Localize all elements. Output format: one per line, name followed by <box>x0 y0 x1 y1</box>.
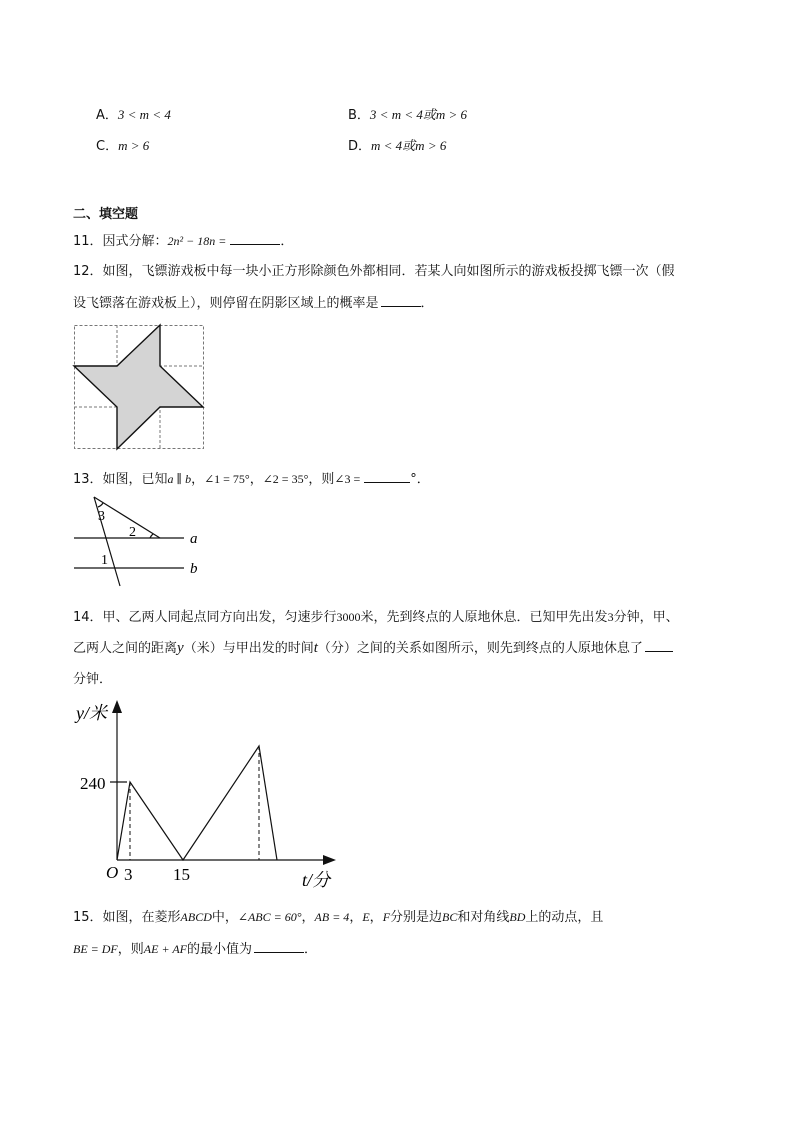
q11-prefix: 11．因式分解： <box>73 234 168 249</box>
q14-line-2 <box>73 637 673 657</box>
q15-bc: BC <box>442 910 458 924</box>
q13-suffix: °． <box>410 472 430 487</box>
q15-ae-af: AE + AF <box>143 942 187 956</box>
q15-l2a: ，则 <box>117 942 144 957</box>
question-11 <box>73 230 293 249</box>
q15-angle: ∠ABC = 60° <box>237 910 302 924</box>
q15-comma-1: ， <box>301 910 315 925</box>
option-a-letter: A． <box>96 108 118 123</box>
option-c-letter: C． <box>96 139 119 154</box>
distance-time-graph <box>70 697 350 897</box>
q14-l2b: （米）与甲出发的时间 <box>183 641 314 656</box>
q13-angle-3: ∠3 = <box>334 472 361 486</box>
q15-l1b: 中， <box>211 910 238 925</box>
q15-f: F <box>382 910 391 924</box>
q11-expr: 2n² − 18n = <box>167 234 227 248</box>
q13-answer-blank <box>364 471 410 483</box>
q14-l2c: （分）之间的关系如图所示，则先到终点的人原地休息了 <box>317 641 643 656</box>
q14-l1d: 分钟，甲、 <box>613 610 679 625</box>
option-b <box>348 104 467 123</box>
q14-var-y: y <box>177 640 184 656</box>
star-outline <box>74 325 203 449</box>
option-a <box>96 104 171 123</box>
origin-label: O <box>106 863 119 882</box>
q15-l2b: 的最小值为 <box>186 942 252 957</box>
label-a: a <box>190 531 198 547</box>
x-tick-label-15: 15 <box>173 865 190 884</box>
q15-answer-blank <box>254 941 304 953</box>
q15-line-1 <box>73 906 603 925</box>
dartboard-figure <box>74 325 204 450</box>
option-b-letter: B． <box>348 108 370 123</box>
q13-p2: ， <box>191 472 205 487</box>
q11-suffix: ． <box>280 234 294 249</box>
q12-line-1: 12．如图，飞镖游戏板中每一块小正方形除颜色外都相同．若某人向如图所示的游戏板投掷飞镖一次（假 <box>73 264 675 279</box>
q14-answer-blank <box>645 640 673 652</box>
q15-suffix: ． <box>304 942 318 957</box>
q14-l1a: 14．甲、乙两人同起点同方向出发，匀速步行 <box>73 610 337 625</box>
section-heading: 二、填空题 <box>73 207 139 222</box>
q11-answer-blank <box>230 233 280 245</box>
q15-ab: AB = 4 <box>314 910 350 924</box>
x-axis-label: t/分 <box>302 870 331 890</box>
option-a-expr: 3 < m < 4 <box>117 107 171 122</box>
y-axis-label: y/米 <box>76 703 107 723</box>
question-13 <box>73 468 430 487</box>
q12-line-2-text: 设飞镖落在游戏板上），则停留在阴影区域上的概率是 <box>73 296 379 311</box>
q15-e: E <box>362 910 370 924</box>
q15-l1d: 和对角线 <box>457 910 510 925</box>
q13-angle-2: ∠2 = 35° <box>262 472 309 486</box>
q15-l1c: 分别是边 <box>390 910 443 925</box>
q14-l1b: 米，先到终点的人原地休息．已知甲先出发 <box>360 610 608 625</box>
q15-l1e: 上的动点，且 <box>525 910 604 925</box>
q15-comma-3: ， <box>369 910 383 925</box>
option-d-letter: D． <box>348 139 372 154</box>
q14-l2a: 乙两人之间的距离 <box>73 641 178 656</box>
q13-angle-1: ∠1 = 75° <box>204 472 250 486</box>
label-3: 3 <box>98 509 105 524</box>
q14-line-1 <box>73 606 679 625</box>
q12-suffix: ． <box>420 296 434 311</box>
x-tick-label-3: 3 <box>124 865 133 884</box>
q15-bd: BD <box>509 910 526 924</box>
q15-abcd: ABCD <box>180 910 212 924</box>
q12-line-2 <box>73 292 434 311</box>
q12-answer-blank <box>381 295 421 307</box>
y-axis-arrow <box>112 700 122 713</box>
label-b: b <box>190 561 198 577</box>
q15-be-df: BE = DF <box>73 942 118 956</box>
label-2: 2 <box>129 525 136 540</box>
distance-curve <box>117 746 277 860</box>
q15-line-2 <box>73 938 317 957</box>
option-c <box>96 135 149 154</box>
q14-var-t: t <box>313 640 318 656</box>
q14-distance: 3000 <box>336 610 361 624</box>
parallel-lines-figure <box>72 494 212 590</box>
q13-parallel: a ∥ b <box>167 472 192 486</box>
q13-p4: ，则 <box>308 472 335 487</box>
x-axis-arrow <box>323 855 336 865</box>
option-b-expr: 3 < m < 4或m > 6 <box>369 107 468 122</box>
q14-minutes: 3 <box>607 610 614 624</box>
q15-l1a: 15．如图，在菱形 <box>73 910 181 925</box>
option-c-expr: m > 6 <box>118 138 150 153</box>
q13-p3: ， <box>249 472 263 487</box>
option-d-expr: m < 4或m > 6 <box>371 138 447 153</box>
option-d <box>348 135 446 154</box>
label-1: 1 <box>101 553 108 568</box>
q13-p1: 13．如图，已知 <box>73 472 168 487</box>
angle-3-arc <box>98 503 103 507</box>
q14-line-3: 分钟． <box>73 672 113 687</box>
q15-comma-2: ， <box>349 910 363 925</box>
y-tick-label: 240 <box>80 774 106 793</box>
